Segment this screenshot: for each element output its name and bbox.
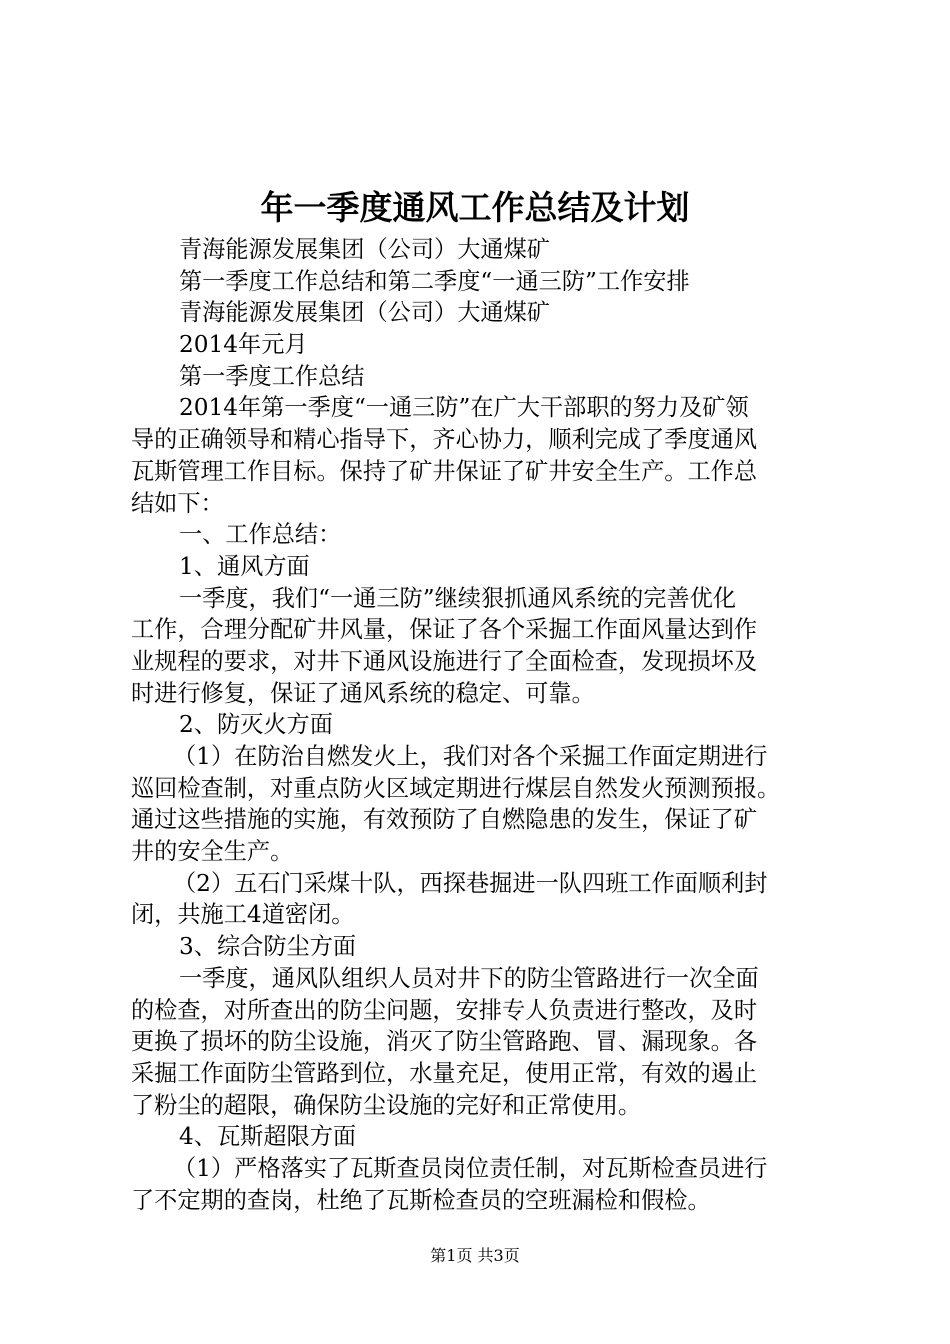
text-line: 第一季度工作总结 [179,362,365,390]
text-line: 2、防灭火方面 [179,711,333,739]
text-line: 业规程的要求，对井下通风设施进行了全面检查，发现损坏及 [131,647,758,675]
text-line: 1、通风方面 [179,552,310,580]
text-line: 的检查，对所查出的防尘问题，安排专人负责进行整改，及时 [131,996,758,1024]
text-line: 一季度，通风队组织人员对井下的防尘管路进行一次全面 [179,964,759,992]
text-line: 了不定期的查岗，杜绝了瓦斯检查员的空班漏检和假检。 [131,1186,711,1214]
text-line: （2）五石门采煤十队，西探巷掘进一队四班工作面顺利封 [173,869,768,897]
text-line: 闭，共施工4道密闭。 [131,901,355,929]
text-line: 导的正确领导和精心指导下，齐心协力，顺利完成了季度通风 [131,426,758,454]
text-line: 瓦斯管理工作目标。保持了矿井保证了矿井安全生产。工作总 [131,457,758,485]
text-line: 一季度，我们“一通三防”继续狠抓通风系统的完善优化 [179,584,737,612]
text-line: 通过这些措施的实施，有效预防了自燃隐患的发生，保证了矿 [131,806,758,834]
text-line: 结如下： [131,489,224,517]
text-line: 2014年元月 [179,331,308,359]
text-line: 工作，合理分配矿井风量，保证了各个采掘工作面风量达到作 [131,616,758,644]
text-line: 青海能源发展集团（公司）大通煤矿 [179,236,550,263]
text-line: 一、工作总结： [179,521,342,549]
text-line: 3、综合防尘方面 [179,933,357,961]
document-title: 年一季度通风工作总结及计划 [260,188,690,227]
text-line: （1）严格落实了瓦斯查员岗位责任制，对瓦斯检查员进行 [173,1154,768,1182]
text-line: 巡回检查制，对重点防火区域定期进行煤层自然发火预测预报。 [131,774,781,802]
text-line: 了粉尘的超限，确保防尘设施的完好和正常使用。 [131,1091,642,1119]
text-line: 第一季度工作总结和第二季度“一通三防”工作安排 [179,267,690,295]
text-line: 采掘工作面防尘管路到位，水量充足，使用正常，有效的遏止 [131,1059,758,1087]
page-footer: 第1页 共3页 [430,1246,520,1265]
text-line: 4、瓦斯超限方面 [179,1123,357,1151]
text-line: 更换了损坏的防尘设施，消灭了防尘管路跑、冒、漏现象。各 [131,1028,758,1056]
text-line: 2014年第一季度“一通三防”在广大干部职的努力及矿领 [179,394,749,422]
text-line: 青海能源发展集团（公司）大通煤矿 [179,299,550,327]
text-line: （1）在防治自燃发火上，我们对各个采掘工作面定期进行 [173,743,768,770]
document-body [131,234,831,1216]
text-line: 井的安全生产。 [131,838,294,866]
text-line: 时进行修复，保证了通风系统的稳定、可靠。 [131,679,595,707]
